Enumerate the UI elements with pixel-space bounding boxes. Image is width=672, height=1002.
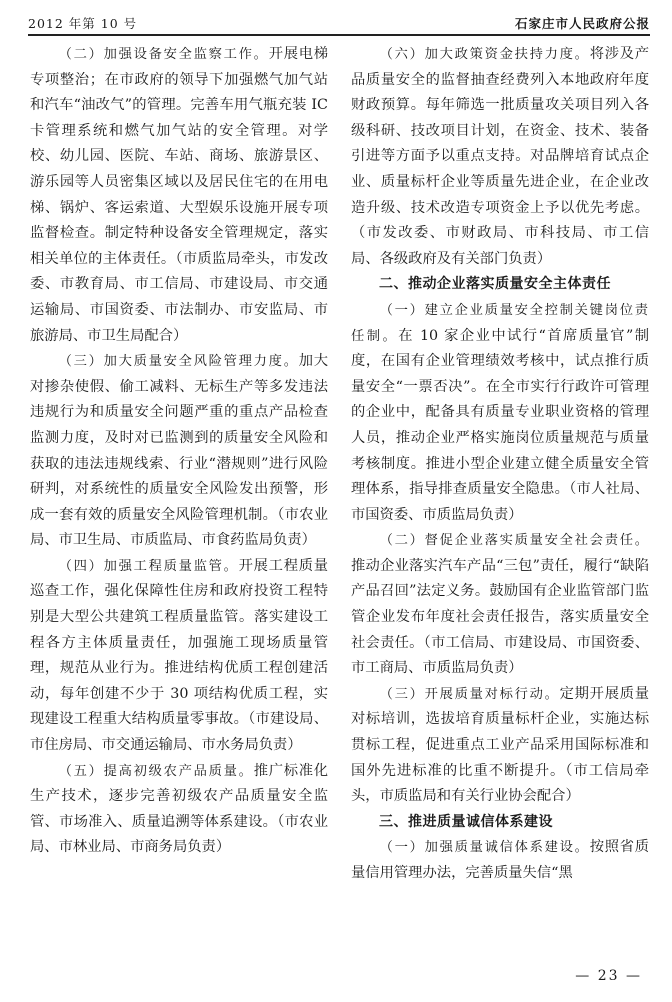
left-column: [30, 42, 328, 861]
paragraph-body: 推广标准化生产技术，逐步完善初级农产品质量安全监管、市场准入、质量追溯等体系建设。（市农业局、市林业局、市商务局负责）: [30, 762, 329, 856]
paragraph-agricultural-products: [30, 759, 328, 861]
paragraph-risk-management: [30, 349, 328, 554]
subheading: （四）加强工程质量监管。: [58, 558, 239, 574]
paragraph-body: 将涉及产品质量安全的监督抽查经费列入本地政府年度财政预算。每年筛选一批质量攻关项目列入各级科研、技改项目计划，在资金、技术、装备引进等方面予以重点支持。对品牌培育试点企业、质量标杆企业等质量先进企业，在企业改造升级、技术改造专项资金上予以优先考虑。（市发改委、市财政局、市科技局、市工信局、各级政府及有关部门负责）: [351, 46, 650, 267]
paragraph-body: 开展工程质量巡查工作，强化保障性住房和政府投资工程特别是大型公共建筑工程质量监管。落实建设工程各方主体质量责任，加强施工现场质量管理，规范从业行为。推进结构优质工程创建活动，每年创建不少于 30 项结构优质工程，实现建设工程重大结构质量零事故。（市建设局、市住房局、市交通运输局、市水务局负责）: [30, 557, 329, 754]
subheading: （二）加强设备安全监察工作。: [58, 47, 269, 62]
publication-title: 石家庄市人民政府公报: [514, 16, 650, 31]
page-header: [28, 10, 650, 34]
subheading: （三）加大质量安全风险管理力度。: [58, 354, 299, 370]
paragraph-key-position: [351, 298, 649, 528]
paragraph-body: 加大对掺杂使假、偷工减料、无标生产等多发违法违规行为和质量安全问题严重的重点产品检查监测力度，及时对已监测到的质量安全风险和获取的违法违规线索、行业“潜规则”进行风险研判，对系统性的质量安全风险发出预警，形成一套有效的质量安全风险管理机制。（市农业局、市卫生局、市质监局、市食药监局负责）: [30, 353, 329, 549]
paragraph-benchmarking: [351, 682, 649, 810]
paragraph-social-responsibility: [351, 528, 649, 682]
subheading: （三）开展质量对标行动。: [379, 686, 560, 702]
subheading: （六）加大政策资金扶持力度。: [379, 47, 590, 62]
subheading: （五）提高初级农产品质量。: [58, 763, 254, 779]
subheading: （一）建立企业质量安全控制关键岗位责任制。: [351, 302, 649, 344]
paragraph-body: 按照省质量信用管理办法，完善质量失信“黑: [351, 839, 650, 881]
paragraph-body: 推动企业落实汽车产品“三包”责任，履行“缺陷产品召回”法定义务。鼓励国有企业监管部门监管企业发布年度社会责任报告，落实质量安全社会责任。（市工信局、市建设局、市国资委、市工商局、市质监局负责）: [351, 557, 649, 677]
subheading: （二）督促企业落实质量安全社会责任。: [379, 533, 649, 549]
paragraph-body: 在 10 家企业中试行“首席质量官”制度，在国有企业管理绩效考核中，试点推行质量安全“一票否决”。在全市实行行政许可管理的企业中，配备具有质量专业职业资格的管理人员，推动企业严格实施岗位质量规范与质量考核制度。推进小型企业建立健全质量安全管理体系，指导排查质量安全隐患。（市人社局、市国资委、市质监局负责）: [351, 327, 650, 523]
page-number: — 23 —: [575, 968, 642, 984]
right-column: [351, 42, 649, 887]
section-heading-2: 二、推动企业落实质量安全主体责任: [379, 276, 611, 293]
subheading: （一）加强质量诚信体系建设。: [379, 840, 590, 856]
paragraph-body: 定期开展质量对标培训，选拔培育质量标杆企业，实施达标贯标工程，促进重点工业产品采用国际标准和国外先进标准的比重不断提升。（市工信局牵头，市质监局和有关行业协会配合）: [351, 685, 650, 805]
paragraph-body: 开展电梯专项整治；在市政府的领导下加强燃气加气站和汽车“油改气”的管理。完善车用气瓶充装 IC 卡管理系统和燃气加气站的安全管理。对学校、幼儿园、医院、车站、商场、旅游景区、游乐园等人员密集区域以及居民住宅的在用电梯、锅炉、客运索道、大型娱乐设施开展专项监督检查。制定特种设备安全管理规定，落实相关单位的主体责任。（市质监局牵头，市发改委、市教育局、市工信局、市建设局、市交通运输局、市国资委、市法制办、市安监局、市旅游局、市卫生局配合）: [30, 46, 329, 344]
issue-label: 2012 年第 10 号: [28, 16, 138, 31]
paragraph-policy-funding: [351, 42, 649, 272]
section-heading-3: 三、推进质量诚信体系建设: [379, 813, 553, 830]
header-rule: [28, 34, 650, 36]
paragraph-engineering-quality: [30, 554, 328, 759]
paragraph-equipment-safety: [30, 42, 328, 349]
paragraph-credit-system: [351, 835, 649, 886]
